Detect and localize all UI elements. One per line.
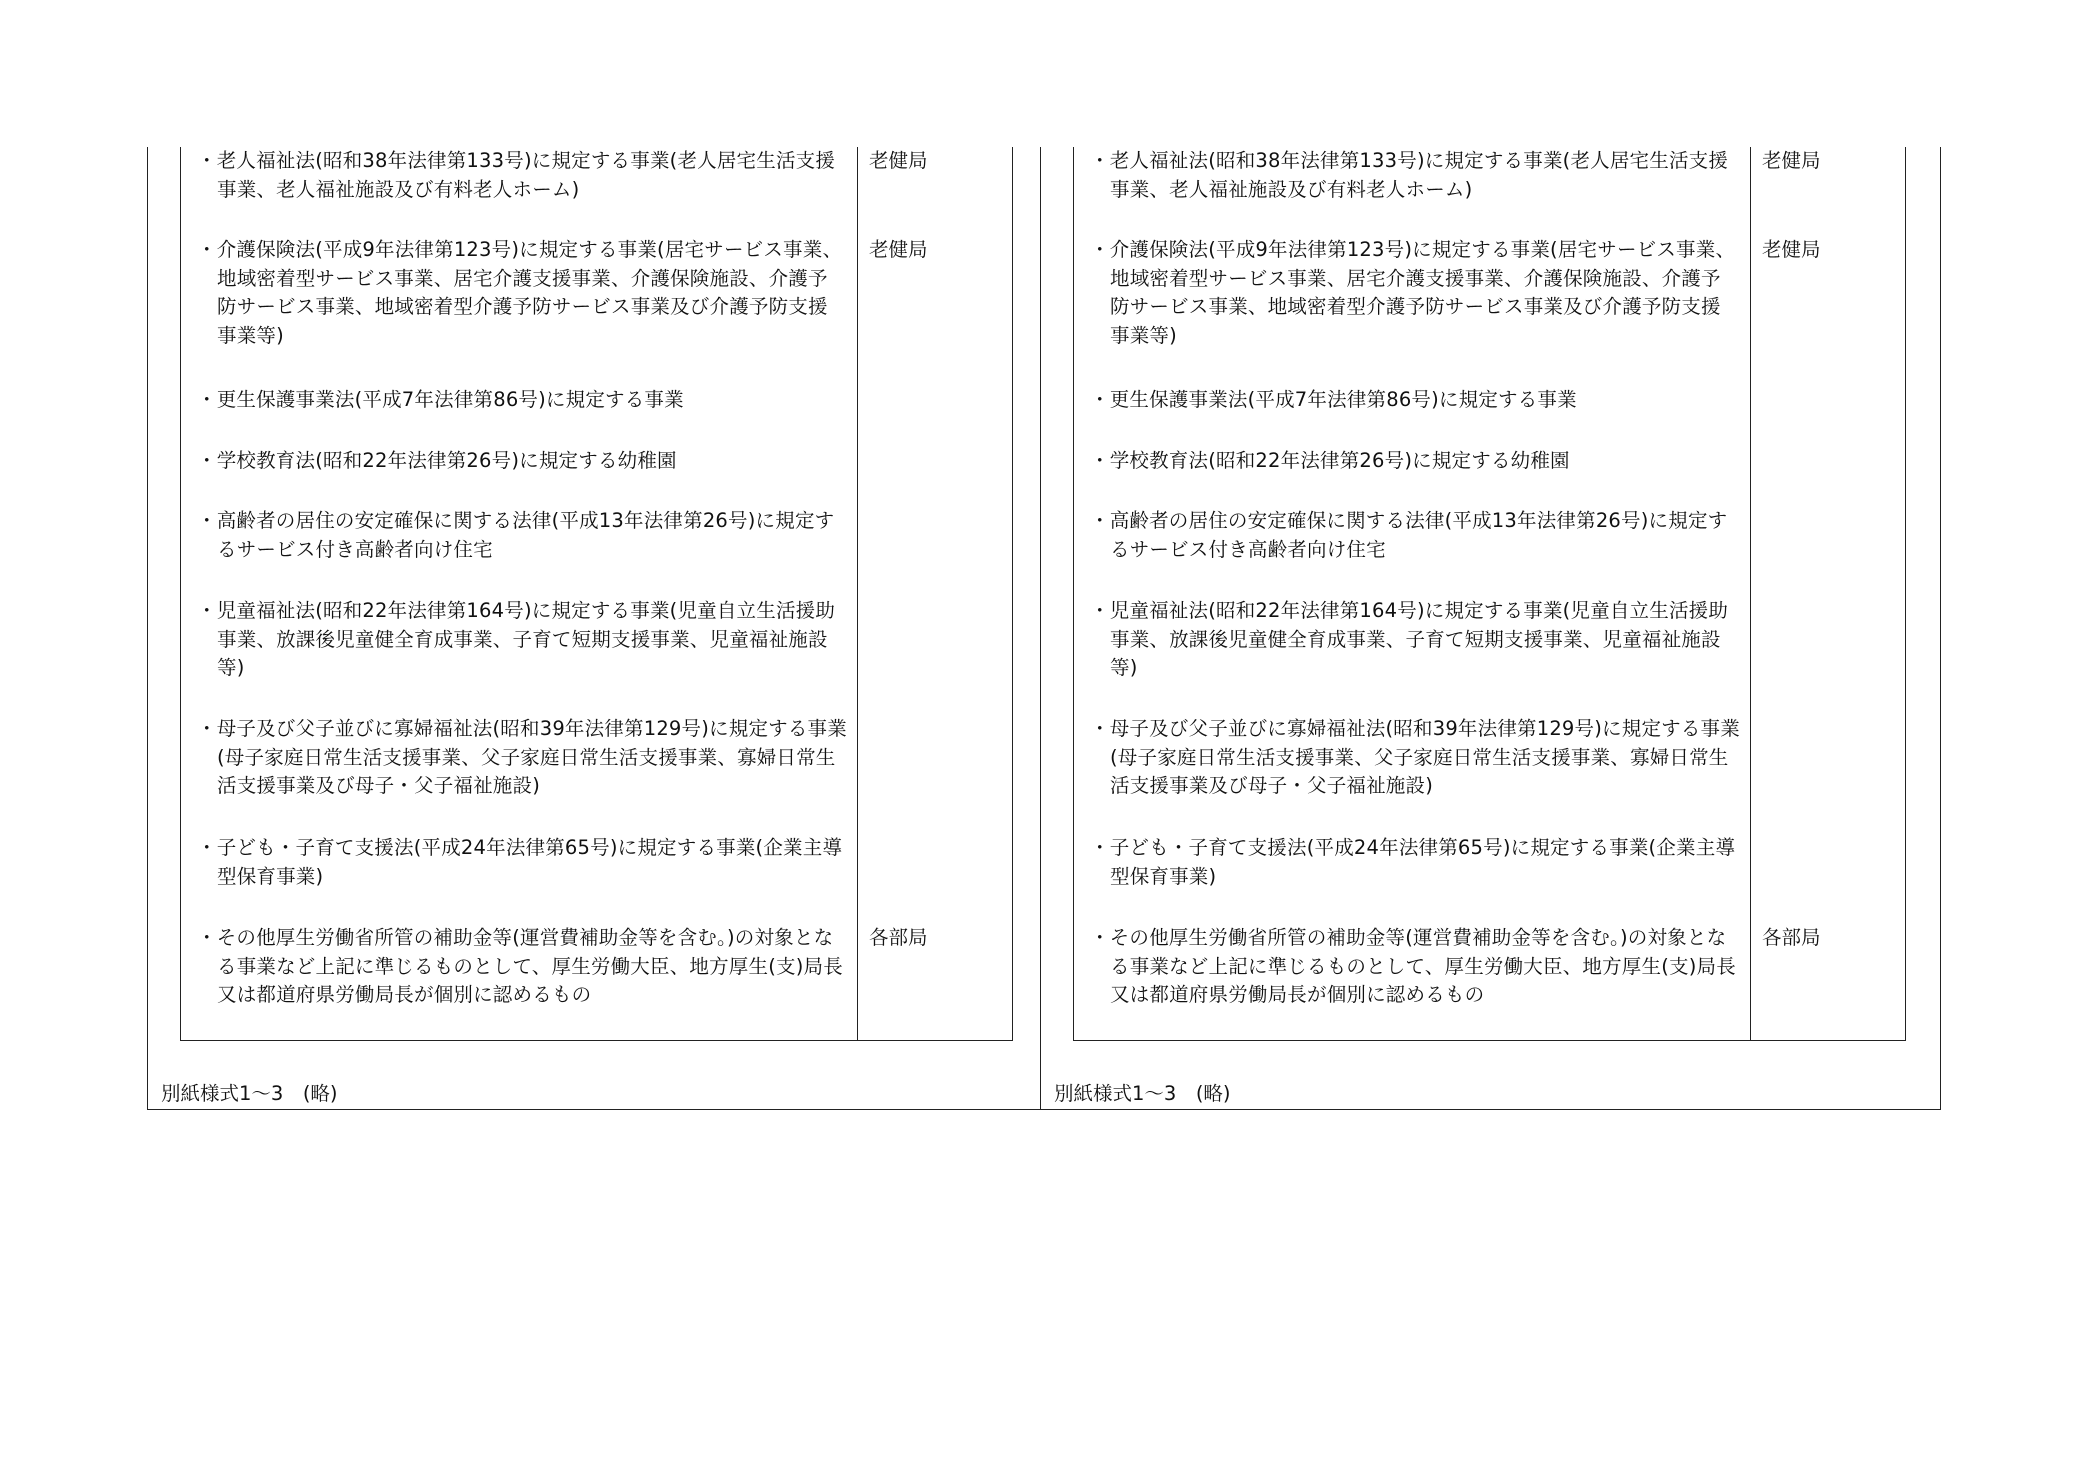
right-entry-7	[1090, 715, 1740, 801]
entry-bureau: 各部局	[869, 926, 928, 949]
entry-text: ・高齢者の居住の安定確保に関する法律(平成13年法律第26号)に規定するサービス付き高齢者向け住宅	[1090, 509, 1728, 561]
right-footer-note: 別紙様式1～3 (略)	[1054, 1082, 1231, 1105]
right-entry-5	[1090, 507, 1740, 564]
entry-text: ・児童福祉法(昭和22年法律第164号)に規定する事業(児童自立生活援助事業、放課後児童健全育成事業、子育て短期支援事業、児童福祉施設等)	[1090, 599, 1729, 679]
right-entry-8	[1090, 834, 1740, 891]
left-entry-8	[197, 834, 847, 891]
entry-bureau: 老健局	[869, 238, 928, 261]
entry-text: ・高齢者の居住の安定確保に関する法律(平成13年法律第26号)に規定するサービス付き高齢者向け住宅	[197, 509, 835, 561]
entry-text: ・介護保険法(平成9年法律第123号)に規定する事業(居宅サービス事業、地域密着型サービス事業、居宅介護支援事業、介護保険施設、介護予防サービス事業、地域密着型介護予防サービス事業及び介護予防支援事業等)	[1090, 238, 1736, 347]
entry-text: ・更生保護事業法(平成7年法律第86号)に規定する事業	[197, 388, 684, 411]
left-entry-2	[197, 236, 928, 350]
entry-bureau: 老健局	[869, 149, 928, 172]
entry-text: ・老人福祉法(昭和38年法律第133号)に規定する事業(老人居宅生活支援事業、老人福祉施設及び有料老人ホーム)	[1090, 149, 1729, 201]
left-entry-3	[197, 386, 847, 415]
right-entry-3	[1090, 386, 1740, 415]
left-table-column-separator	[857, 147, 858, 1040]
right-entry-1	[1090, 147, 1821, 204]
entry-text: ・介護保険法(平成9年法律第123号)に規定する事業(居宅サービス事業、地域密着型サービス事業、居宅介護支援事業、介護保険施設、介護予防サービス事業、地域密着型介護予防サービス事業及び介護予防支援事業等)	[197, 238, 843, 347]
entry-text: ・その他厚生労働省所管の補助金等(運営費補助金等を含む。)の対象となる事業など上記に準じるものとして、厚生労働大臣、地方厚生(支)局長又は都道府県労働局長が個別に認めるもの	[1090, 926, 1736, 1006]
entry-text: ・子ども・子育て支援法(平成24年法律第65号)に規定する事業(企業主導型保育事業)	[1090, 836, 1736, 888]
right-entry-2	[1090, 236, 1821, 350]
entry-bureau: 各部局	[1762, 926, 1821, 949]
entry-text: ・子ども・子育て支援法(平成24年法律第65号)に規定する事業(企業主導型保育事業)	[197, 836, 843, 888]
right-table-column-separator	[1750, 147, 1751, 1040]
entry-text: ・学校教育法(昭和22年法律第26号)に規定する幼稚園	[197, 449, 677, 472]
right-panel	[1040, 147, 1933, 1110]
left-entry-5	[197, 507, 847, 564]
right-table	[1073, 147, 1906, 1041]
entry-text: ・学校教育法(昭和22年法律第26号)に規定する幼稚園	[1090, 449, 1570, 472]
left-entry-7	[197, 715, 847, 801]
entry-text: ・その他厚生労働省所管の補助金等(運営費補助金等を含む。)の対象となる事業など上記に準じるものとして、厚生労働大臣、地方厚生(支)局長又は都道府県労働局長が個別に認めるもの	[197, 926, 843, 1006]
left-entry-4	[197, 447, 847, 476]
entry-text: ・更生保護事業法(平成7年法律第86号)に規定する事業	[1090, 388, 1577, 411]
entry-text: ・児童福祉法(昭和22年法律第164号)に規定する事業(児童自立生活援助事業、放課後児童健全育成事業、子育て短期支援事業、児童福祉施設等)	[197, 599, 836, 679]
entry-bureau: 老健局	[1762, 238, 1821, 261]
left-entry-1	[197, 147, 928, 204]
right-entry-4	[1090, 447, 1740, 476]
entry-text: ・母子及び父子並びに寡婦福祉法(昭和39年法律第129号)に規定する事業(母子家庭日常生活支援事業、父子家庭日常生活支援事業、寡婦日常生活支援事業及び母子・父子福祉施設)	[1090, 717, 1740, 797]
right-entry-9	[1090, 924, 1821, 1010]
right-entry-6	[1090, 597, 1740, 683]
entry-text: ・老人福祉法(昭和38年法律第133号)に規定する事業(老人居宅生活支援事業、老人福祉施設及び有料老人ホーム)	[197, 149, 836, 201]
left-entry-9	[197, 924, 928, 1010]
left-table	[180, 147, 1013, 1041]
left-panel	[147, 147, 1040, 1110]
entry-bureau: 老健局	[1762, 149, 1821, 172]
left-entry-6	[197, 597, 847, 683]
entry-text: ・母子及び父子並びに寡婦福祉法(昭和39年法律第129号)に規定する事業(母子家庭日常生活支援事業、父子家庭日常生活支援事業、寡婦日常生活支援事業及び母子・父子福祉施設)	[197, 717, 847, 797]
left-footer-note: 別紙様式1～3 (略)	[161, 1082, 338, 1105]
